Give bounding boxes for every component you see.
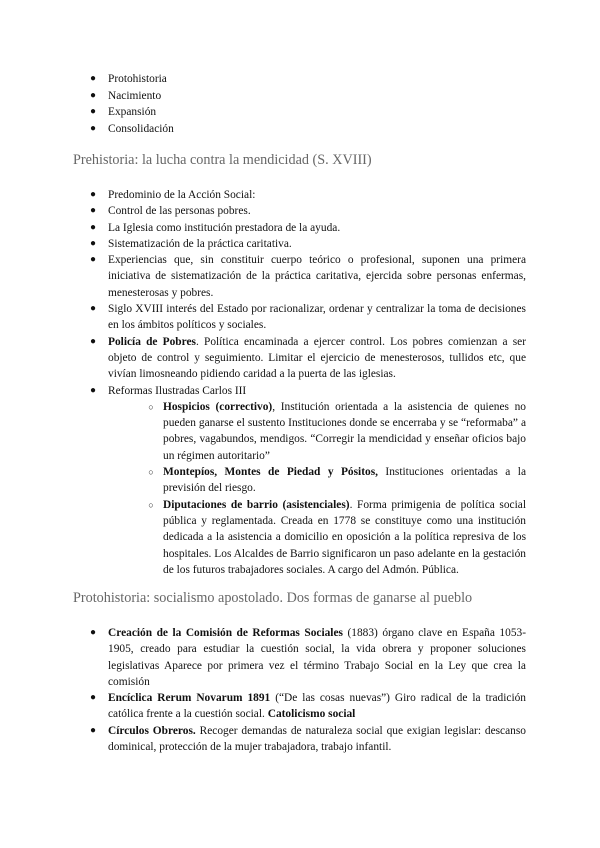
list-item: ● Creación de la Comisión de Reformas Sociales (1883) órgano clave en España 1053-1905, creado para estudiar la cuestión social, la vida obrera y proponer soluciones legislativas Aparece por primera vez el término Trabajo Social en la Ley que crea la comisión bbox=[89, 627, 526, 688]
sub-list-item: ○ Diputaciones de barrio (asistenciales). Forma primigenia de política social pública y reglamentada. Creada en 1778 se constituye como una institución dedicada a la asistencia a domicilio en oposición a la política represiva de los hospitales. Los Alcaldes de Barrio significaron un paso adelante en la gestación de los futuros trabajadores sociales. A cargo del Admón. Pública. bbox=[146, 497, 526, 578]
bullet-icon: ● bbox=[89, 89, 97, 101]
bullet-icon: ● bbox=[89, 205, 97, 217]
list-item: ● La Iglesia como institución prestadora de la ayuda. bbox=[88, 220, 526, 236]
list-item: ● Siglo XVIII interés del Estado por racionalizar, ordenar y centralizar la toma de decisiones en los ámbitos políticos y sociales. bbox=[89, 303, 526, 332]
section1-list bbox=[88, 187, 526, 578]
circle-bullet-icon: ○ bbox=[148, 401, 154, 412]
list-item: ● Expansión bbox=[88, 104, 174, 121]
list-item: ● Sistematización de la práctica caritativa. bbox=[88, 236, 526, 252]
section-heading: Protohistoria: socialismo apostolado. Dos formas de ganarse al pueblo bbox=[73, 590, 473, 606]
bullet-icon: ● bbox=[89, 384, 97, 396]
sub-list-item: ○ Montepíos, Montes de Piedad y Pósitos, Instituciones orientadas a la previsión del riesgo. bbox=[146, 464, 526, 497]
circle-bullet-icon: ○ bbox=[148, 467, 154, 478]
bullet-icon: ● bbox=[89, 221, 97, 233]
circle-bullet-icon: ○ bbox=[148, 499, 154, 510]
bullet-icon: ● bbox=[89, 692, 97, 704]
sub-list-item: ○ Hospicios (correctivo), Institución orientada a la asistencia de quienes no pueden ganarse el sustento Instituciones donde se encerraba y se “reformaba” a pobres, vagabundos, mendigos. “Corregir la mendicidad y enseñar oficios bajo un régimen autoritario” bbox=[146, 399, 526, 464]
list-item: ● Protohistoria bbox=[88, 71, 174, 88]
bullet-icon: ● bbox=[89, 254, 97, 266]
bullet-icon: ● bbox=[89, 189, 97, 200]
list-item: ● Círculos Obreros. Recoger demandas de naturaleza social que exigian legislar: descanso dominical, protección de la mujer trabajadora, trabajo infantil. bbox=[89, 724, 526, 754]
list-item: ● Predominio de la Acción Social: bbox=[88, 187, 526, 203]
list-item: ● Nacimiento bbox=[88, 88, 174, 105]
sub-list bbox=[108, 399, 526, 578]
bullet-icon: ● bbox=[89, 237, 97, 249]
bullet-icon: ● bbox=[89, 73, 97, 84]
list-item: ● Reformas Ilustradas Carlos III ○ Hospicios (correctivo), Institución orientada a la asistencia de quienes no pueden ganarse el sustento Instituciones donde se encerraba y se “reformaba” a pobres, vagabundos, mendigos. “Corregir la mendicidad y enseñar oficios bajo un régimen autoritario” ○ Montepíos, Montes de Piedad y Pósitos, Instituciones orientadas a la previsión del riesgo. ○ Diputaciones de barrio (asistenciales). Forma primigenia de política social pública y reglamentada. Creada en 1778 se constituye como una institución dedicada a la asistencia a domicilio en oposición a la política represiva de los hospitales. Los Alcaldes de Barrio significaron un paso adelante en la gestación de los futuros trabajadores sociales. A cargo del Admón. Pública. bbox=[88, 383, 526, 579]
section2-list bbox=[88, 625, 526, 755]
list-item: ● Control de las personas pobres. bbox=[88, 203, 526, 219]
section-heading: Prehistoria: la lucha contra la mendicidad (S. XVIII) bbox=[73, 152, 372, 168]
list-item: ● Consolidación bbox=[88, 121, 174, 138]
bullet-icon: ● bbox=[89, 724, 97, 736]
intro-list bbox=[88, 71, 174, 137]
bullet-icon: ● bbox=[89, 106, 97, 117]
bullet-icon: ● bbox=[89, 303, 97, 315]
bullet-icon: ● bbox=[89, 122, 97, 134]
list-item: ● Experiencias que, sin constituir cuerpo teórico o profesional, suponen una primera iniciativa de sistematización de la práctica caritativa, ejercida sobre personas enfermas, menesterosas y pobres. bbox=[89, 254, 526, 299]
list-item: ● Policía de Pobres. Política encaminada a ejercer control. Los pobres comienzan a ser objeto de control y seguimiento. Limitar el ejercicio de menesterosos, tullidos etc, que vivían limosneando pidiendo caridad a la puerta de las iglesias. bbox=[89, 335, 527, 381]
list-item: ● Encíclica Rerum Novarum 1891 (“De las cosas nuevas”) Giro radical de la tradición católica frente a la cuestión social. Catolicismo social bbox=[89, 692, 527, 721]
bullet-icon: ● bbox=[89, 335, 97, 347]
bullet-icon: ● bbox=[89, 627, 97, 638]
